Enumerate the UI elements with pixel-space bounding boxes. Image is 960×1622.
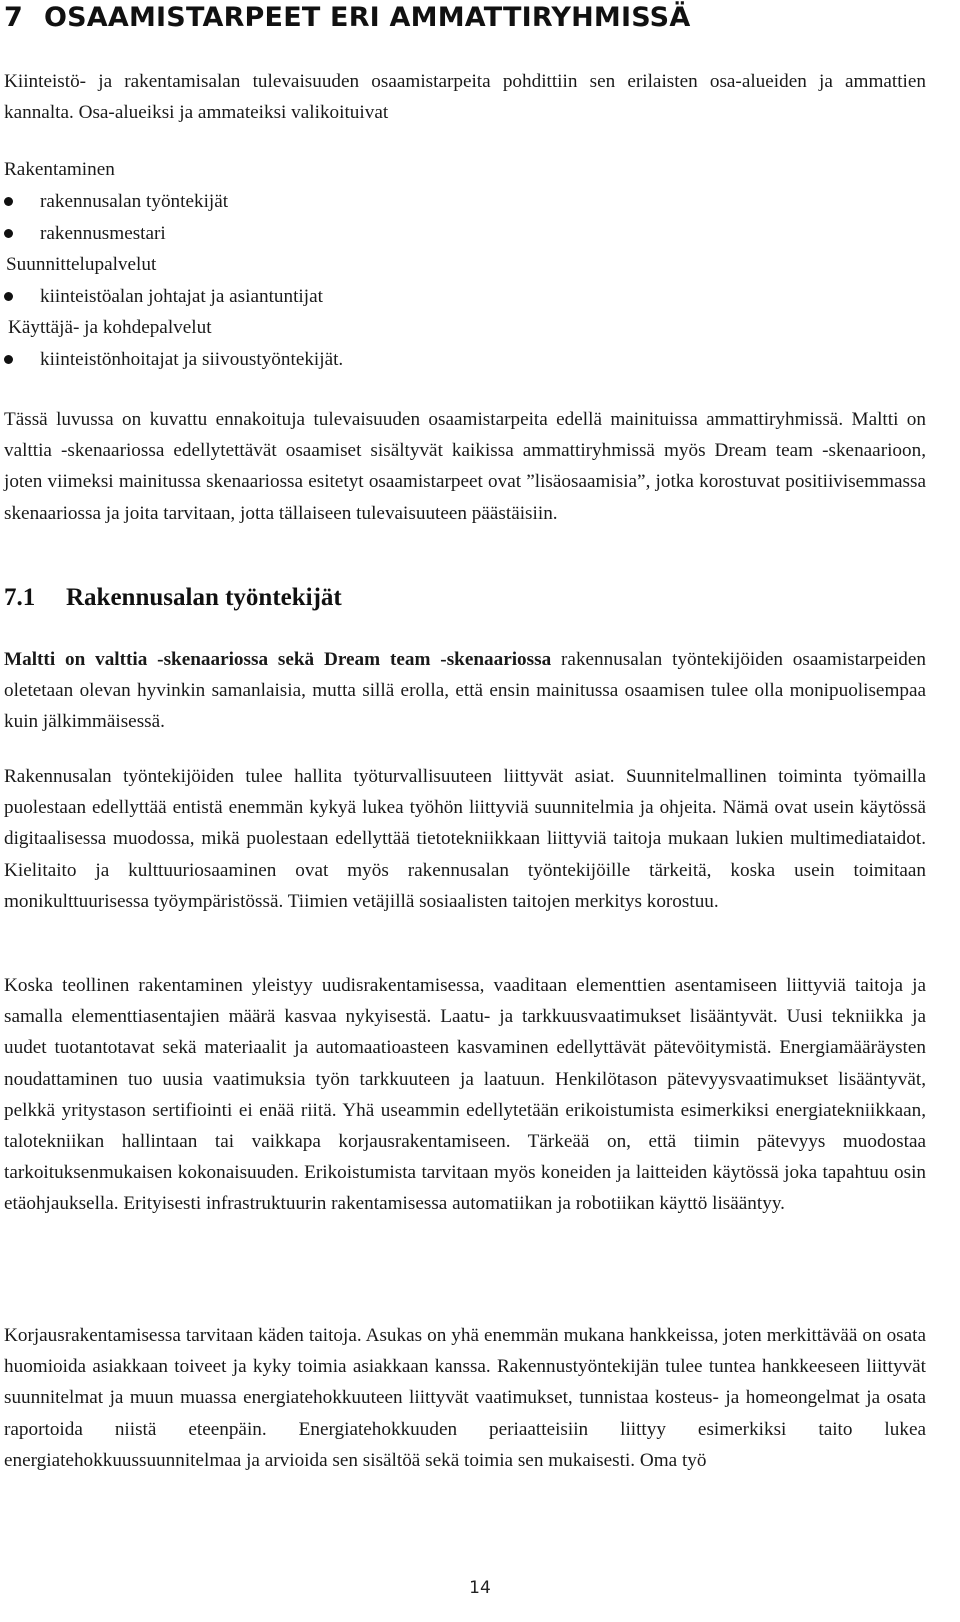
paragraph-1 [4,644,926,738]
paragraph-1-bold: Maltti on valttia -skenaariossa sekä Dream team -skenaariossa [4,649,552,670]
bullet-icon [4,229,13,238]
bullet-icon [4,197,13,206]
section-number: 7.1 [4,584,36,611]
list-item-text: rakennusalan työntekijät [40,191,229,212]
list-item-text: kiinteistöalan johtajat ja asiantuntijat [40,286,323,307]
bullet-icon [4,355,13,364]
bullet-icon [4,292,13,301]
chapter-heading [4,2,690,34]
paragraph-1-rest: rakennusalan työntekijöiden osaamistarpeiden oletetaan olevan hyvinkin samanlaisia, mutta sillä erolla, että ensin mainitussa osaamisen tulee olla monipuolisempaa kuin jälkimmäisessä. [4,649,927,733]
chapter-number: 7 [4,2,23,33]
chapter-paragraph: Tässä luvussa on kuvattu ennakoituja tulevaisuuden osaamistarpeita edellä mainituissa ammattiryhmissä. Maltti on valttia -skenaariossa edellytettävät osaamiset sisältyvät kaikissa ammattiryhmissä myös Dream team -skenaarioon, joten viimeksi mainitussa skenaariossa esitetyt osaamistarpeet ovat ”lisäosaamisia”, jotka korostuvat positiivisemmassa skenaariossa ja joita tarvitaan, jotta tällaiseen tulevaisuuteen päästäisiin. [4,409,926,524]
list-item-text: kiinteistönhoitajat ja siivoustyöntekijät. [40,349,344,370]
area-heading-kayttaja-kohdepalvelut: Käyttäjä- ja kohdepalvelut [8,317,212,338]
paragraph-4: Korjausrakentamisessa tarvitaan käden taitoja. Asukas on yhä enemmän mukana hankkeissa, joten merkittävää on osata huomioida asiakkaan toiveet ja kyky toimia asiakkaan kanssa. Rakennustyöntekijän tulee tuntea hankkeeseen liittyvät suunnitelmat ja muun muassa energiatehokkuuteen liittyvät vaatimukset, tunnistaa kosteus- ja homeongelmat ja osata raportoida niistä eteenpäin. Energiatehokkuuden periaatteisiin liittyy esimerkiksi taito lukea energiatehokkuussuunnitelmaa ja arvioida sen sisältöä sekä toimia sen mukaisesti. Oma työ [4,1325,926,1471]
area-heading-rakentaminen: Rakentaminen [4,159,115,180]
section-heading [4,582,342,614]
section-title: Rakennusalan työntekijät [66,584,342,611]
area-heading-suunnittelupalvelut: Suunnittelupalvelut [6,254,157,275]
list-item-text: rakennusmestari [40,223,166,244]
intro-paragraph: Kiinteistö- ja rakentamisalan tulevaisuuden osaamistarpeita pohdittiin sen erilaisten osa-alueiden ja ammattien kannalta. Osa-alueiksi ja ammateiksi valikoituivat [4,71,926,124]
chapter-title: OSAAMISTARPEET ERI AMMATTIRYHMISSÄ [44,2,691,33]
page-number: 14 [469,1578,491,1598]
paragraph-2: Rakennusalan työntekijöiden tulee hallita työturvallisuuteen liittyvät asiat. Suunnitelmallinen toiminta työmailla puolestaan edellyttää entistä enemmän kykyä lukea työhön liittyviä suunnitelmia ja ohjeita. Nämä ovat usein käytössä digitaalisessa muodossa, mikä puolestaan edellyttää tietotekniikkaan liittyviä taitoja mukaan lukien multimediataidot. Kielitaito ja kulttuuriosaaminen ovat myös rakennusalan työntekijöille tärkeitä, koska usein toimitaan monikulttuurisessa työympäristössä. Tiimien vetäjillä sosiaalisten taitojen merkitys korostuu. [4,766,926,912]
paragraph-3: Koska teollinen rakentaminen yleistyy uudisrakentamisessa, vaaditaan elementtien asentamiseen liittyviä taitoja ja samalla elementtiasentajien määrä kasvaa nykyisestä. Laatu- ja tarkkuusvaatimukset lisääntyvät. Uusi tekniikka ja uudet tuotantotavat sekä materiaalit ja automaatioasteen kasvaminen edellyttävät pätevöitymistä. Energiamääräysten noudattaminen tuo uusia vaatimuksia työn tarkkuuteen ja laatuun. Henkilötason pätevyysvaatimukset lisääntyvät, pelkkä yritystason sertifiointi ei enää riitä. Yhä useammin edellytetään erikoistumista esimerkiksi energiatekniikkaan, talotekniikan hallintaan tai vaikkapa korjausrakentamiseen. Tärkeää on, että tiimin pätevyys muodostaa tarkoituksenmukaisen kokonaisuuden. Erikoistumista tarvitaan myös koneiden ja laitteiden käytössä joka tapahtuu osin etäohjauksella. Erityisesti infrastruktuurin rakentamisessa automatiikan ja robotiikan käyttö lisääntyy. [4,975,926,1215]
